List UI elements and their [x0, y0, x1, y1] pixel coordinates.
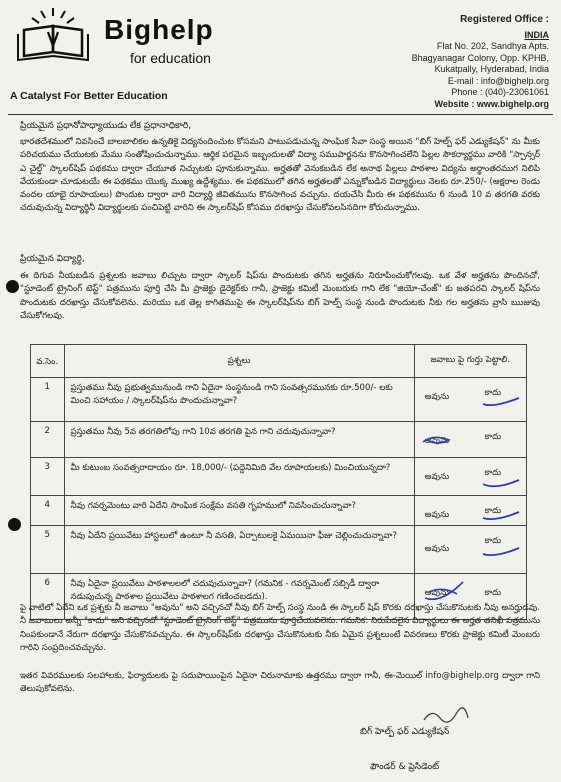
eligibility-table	[30, 344, 527, 620]
answer-no-option[interactable]: కాదు	[484, 588, 502, 598]
salutation-student: ప్రియమైన విద్యార్థి,	[20, 254, 85, 264]
answer-no-option[interactable]: కాదు	[484, 468, 502, 478]
table-header-row	[31, 345, 527, 378]
office-email: E-mail : info@bighelp.org	[447, 75, 549, 86]
answer-yes-option[interactable]: అవును	[424, 472, 450, 482]
row-number: 4	[31, 496, 65, 526]
signature-title: ఫౌండర్ & ప్రెసిడెంట్	[370, 762, 440, 772]
row-number: 3	[31, 458, 65, 496]
answer-yes-option[interactable]: అవును	[424, 544, 450, 554]
contact-paragraph: ఇతర వివరములకు సలహాలకు, ఫిర్యాదులకు పై సదుపాయింపైన ఏదైనా చిరునామాకు ఉత్తరము ద్వారా గానీ, ఈ-మెయిల్ info@bighelp.org ద్వారా గాని తెలుపుకోవలెను.	[20, 671, 540, 695]
brand-subtitle: for education	[130, 50, 211, 66]
checkmark-icon	[481, 390, 521, 410]
row-question: ప్రస్తుతము నీవు 5వ తరగతిలోపు గాని 10వ తరగతి పైన గాని చదువుచున్నావా?	[64, 422, 414, 458]
open-book-icon	[14, 6, 92, 62]
row-question: ప్రస్తుతము నీవు ప్రభుత్వమునుండి గాని ఏదైనా సంస్థనుండి గాని సంవత్సరమునకు రూ.500/- లకు మించి సహాయం / స్కాలర్‌షిప్‌ను పొందుచున్నావా?	[64, 378, 414, 422]
eligibility-note-paragraph: పై వాటిలో ఏదేని ఒక ప్రశ్నకు నీ జవాబు "అవును" అని వచ్చినచో నీవు బిగ్ హెల్ప్ సంస్థ నుండి ఈ స్కాలర్ షిప్ కొరకు దరఖాస్తు చేసుకొనుటకు నీవు అనర్హుడవు. నీ జవాబులు అన్నీ "కాదు" అని వచ్చినచో "స్టూడెంట్ ట్రైనింగ్ టెస్ట్" పత్రమును పూర్తిచేయవలెను. గమనిక: నిరుపేదలైన విద్యార్థులు ఈ అర్హత తనిఖీ పత్రమును నింపకుండానే నేరుగా దరఖాస్తు చేసుకొనవచ్చును. ఈ స్కాలర్‌షిప్‌కు దరఖాస్తు చేసుకొనుటకు నీకు ఏమైన ప్రశ్నలుంటే వివరణలు కొరకు ప్రాజెక్టు కమిటీ మెంబరు గారిని సంప్రదించవచ్చును.	[20, 603, 540, 653]
row-number: 2	[31, 422, 65, 458]
header-divider	[8, 114, 553, 115]
row-question: నీవు ఏదైనా ప్రయివేటు పాఠశాలలలో చదువుచున్నావా? (గమనిక - గవర్నమెంట్ సబ్సిడీ ద్వారా నడుపుచున్న పాఠశాల ప్రయివేటు పాఠశాలగ గణించబడదు).	[64, 574, 414, 620]
answer-no-option[interactable]: కాదు	[484, 506, 502, 516]
row-question: నీవు ఏదేని ప్రయివేటు హాస్టలులో ఉంటూ నీ వసతి, ఏర్పాటులకై ఏమయినా ఫీజు చెల్లించుచున్నావా?	[64, 526, 414, 574]
scribble-mark	[419, 430, 459, 450]
answer-no-option[interactable]: కాదు	[484, 388, 502, 398]
answer-yes-option[interactable]: అవును	[424, 392, 450, 402]
checkmark-icon	[481, 474, 521, 494]
table-row	[31, 378, 527, 422]
answer-cell	[414, 378, 526, 422]
table-row	[31, 458, 527, 496]
row-number: 1	[31, 378, 65, 422]
table-row	[31, 422, 527, 458]
answer-yes-option[interactable]: అవును	[424, 510, 450, 520]
office-heading: Registered Office :	[460, 14, 549, 25]
answer-yes-option[interactable]: అవును	[424, 588, 450, 598]
salutation-headmaster: ప్రియమైన ప్రధానోపాధ్యాయుడు లేక ప్రధానాధికారి,	[20, 121, 192, 131]
table-row	[31, 496, 527, 526]
signature-organization: బిగ్ హెల్ప్ ఫర్ ఎడ్యుకేషన్	[360, 727, 450, 737]
table-row	[31, 526, 527, 574]
answer-cell	[414, 422, 526, 458]
row-number: 6	[31, 574, 65, 620]
row-question: నీవు గవర్నమెంటు వారి ఏదేని సాంఘిక సంక్షేమ వసతి గృహములో నివసించుచున్నావా?	[64, 496, 414, 526]
answer-cell	[414, 526, 526, 574]
row-question: మీ కుటుంబ సంవత్సరాదాయం రూ. 18,000/- (పద్దెనిమిది వేల రూపాయలకు) మించియున్నదా?	[64, 458, 414, 496]
punch-hole-mark	[6, 280, 19, 293]
header-questions: ప్రశ్నలు	[64, 345, 414, 378]
answer-yes-option[interactable]: అవును	[424, 436, 450, 446]
intro-paragraph: భారతదేశములో నివసించే బాలబాలికల ఉన్నతికై విద్యనందించుట కోసమని పాటుపడుచున్న సాంఘిక సేవా సంస్థ అయిన "బిగ్ హెల్ప్ ఫర్ ఎడ్యుకేషన్" ను మీకు పరిచయము చేయుటకు మేము సంతోషించుచున్నాము. ఆర్థిక పరమైన ఇబ్బందులతో విద్యా సముపార్జనను కొనసాగించలేని పిల్లల సౌకర్యార్థము వారికి "స్పాన్సర్ ఎ చైల్డ్" స్కాలర్‌షిప్ పథకము ద్వారా చేయూత నిచ్చుటకు పూనుకున్నాము. అర్హతతో వెనుకబడిన లేక అనాథ పిల్లలు పాఠశాల విద్యను అర్థాంతరముగ నిలిపి వేయకుండా చూడుటయే ఈ పథకము యొక్క ముఖ్య ఉద్దేశ్యము. ఈ పథకములో తగిన అర్హతలతో ఎన్నుకోబడిన విద్యార్థులు నెలకు రూ.250/- (అక్షరాల రెండు వందల యాభై రూపాయలు) పొందుట ద్వారా వారి విద్యార్థి జీవితమును కొనసాగించ వచ్చును. దయచేసి మీరు ఈ పథకమును 6 నుండి 10 వ తరగతి వరకు చదువుచున్న విద్యార్థినీ విద్యార్థులకు పంచిపెట్టి వారిని ఈ స్కాలర్‌షిప్ కోసము దరఖాస్తు చేసుకోవలసినదిగా కోరుచున్నాము.	[20, 137, 540, 214]
punch-hole-mark	[8, 518, 21, 531]
address-line: Bhagyanagar Colony, Opp. KPHB,	[411, 52, 549, 63]
checkmark-icon	[481, 506, 521, 526]
header-serial: వ.సెం.	[31, 345, 65, 378]
checkmark-icon	[481, 542, 521, 562]
scribble-mark	[421, 578, 467, 604]
instructions-paragraph: ఈ దిగువ నీయబడిన ప్రశ్నలకు జవాబు లిచ్చుట ద్వారా స్కాలర్ షిప్‌ను పొందుటకు తగిన అర్హతను నిరూపించుకోగలవు. ఒక వేళ అర్హతను పొందినచో, "స్టూడెంట్ ట్రైనింగ్ టెస్ట్" పత్రమును పూర్తి చేసి మీ ప్రాజెక్టు డైరెక్టర్‌కు గానీ, ప్రాజెక్టు కమిటీ మెంబరుకు గాని లేక "జియో-చేంజ్" కు జతపరచి స్కాలర్ షిప్‌ను పొందుటకు దరఖాస్తు చేసుకోవలెను. మరియు ఒక తెల్ల కాగితముపై ఈ స్కాలర్‌షిప్‌ను బిగ్ హెల్ప్ సంస్థ నుండి పొందుటకు నీకు గల అర్హతను వ్రాసి ఋజువు చేసుకోగలవు.	[20, 271, 540, 321]
answer-cell	[414, 496, 526, 526]
office-country: INDIA	[524, 29, 549, 40]
tagline: A Catalyst For Better Education	[10, 90, 168, 102]
answer-no-option[interactable]: కాదు	[484, 432, 502, 442]
brand-name: Bighelp	[104, 14, 214, 45]
address-line: Flat No. 202, Sandhya Apts.	[436, 41, 549, 51]
address-line: Kukatpally, Hyderabad, India	[434, 64, 549, 74]
office-phone: Phone : (040)-23061061	[451, 87, 549, 97]
signature-scribble	[420, 706, 470, 726]
row-number: 5	[31, 526, 65, 574]
office-website: Website : www.bighelp.org	[434, 98, 549, 109]
header-answer: జవాబు పై గుర్తు పెట్టాలి.	[414, 345, 526, 378]
answer-no-option[interactable]: కాదు	[484, 536, 502, 546]
answer-cell	[414, 458, 526, 496]
registered-office-block	[319, 14, 549, 110]
